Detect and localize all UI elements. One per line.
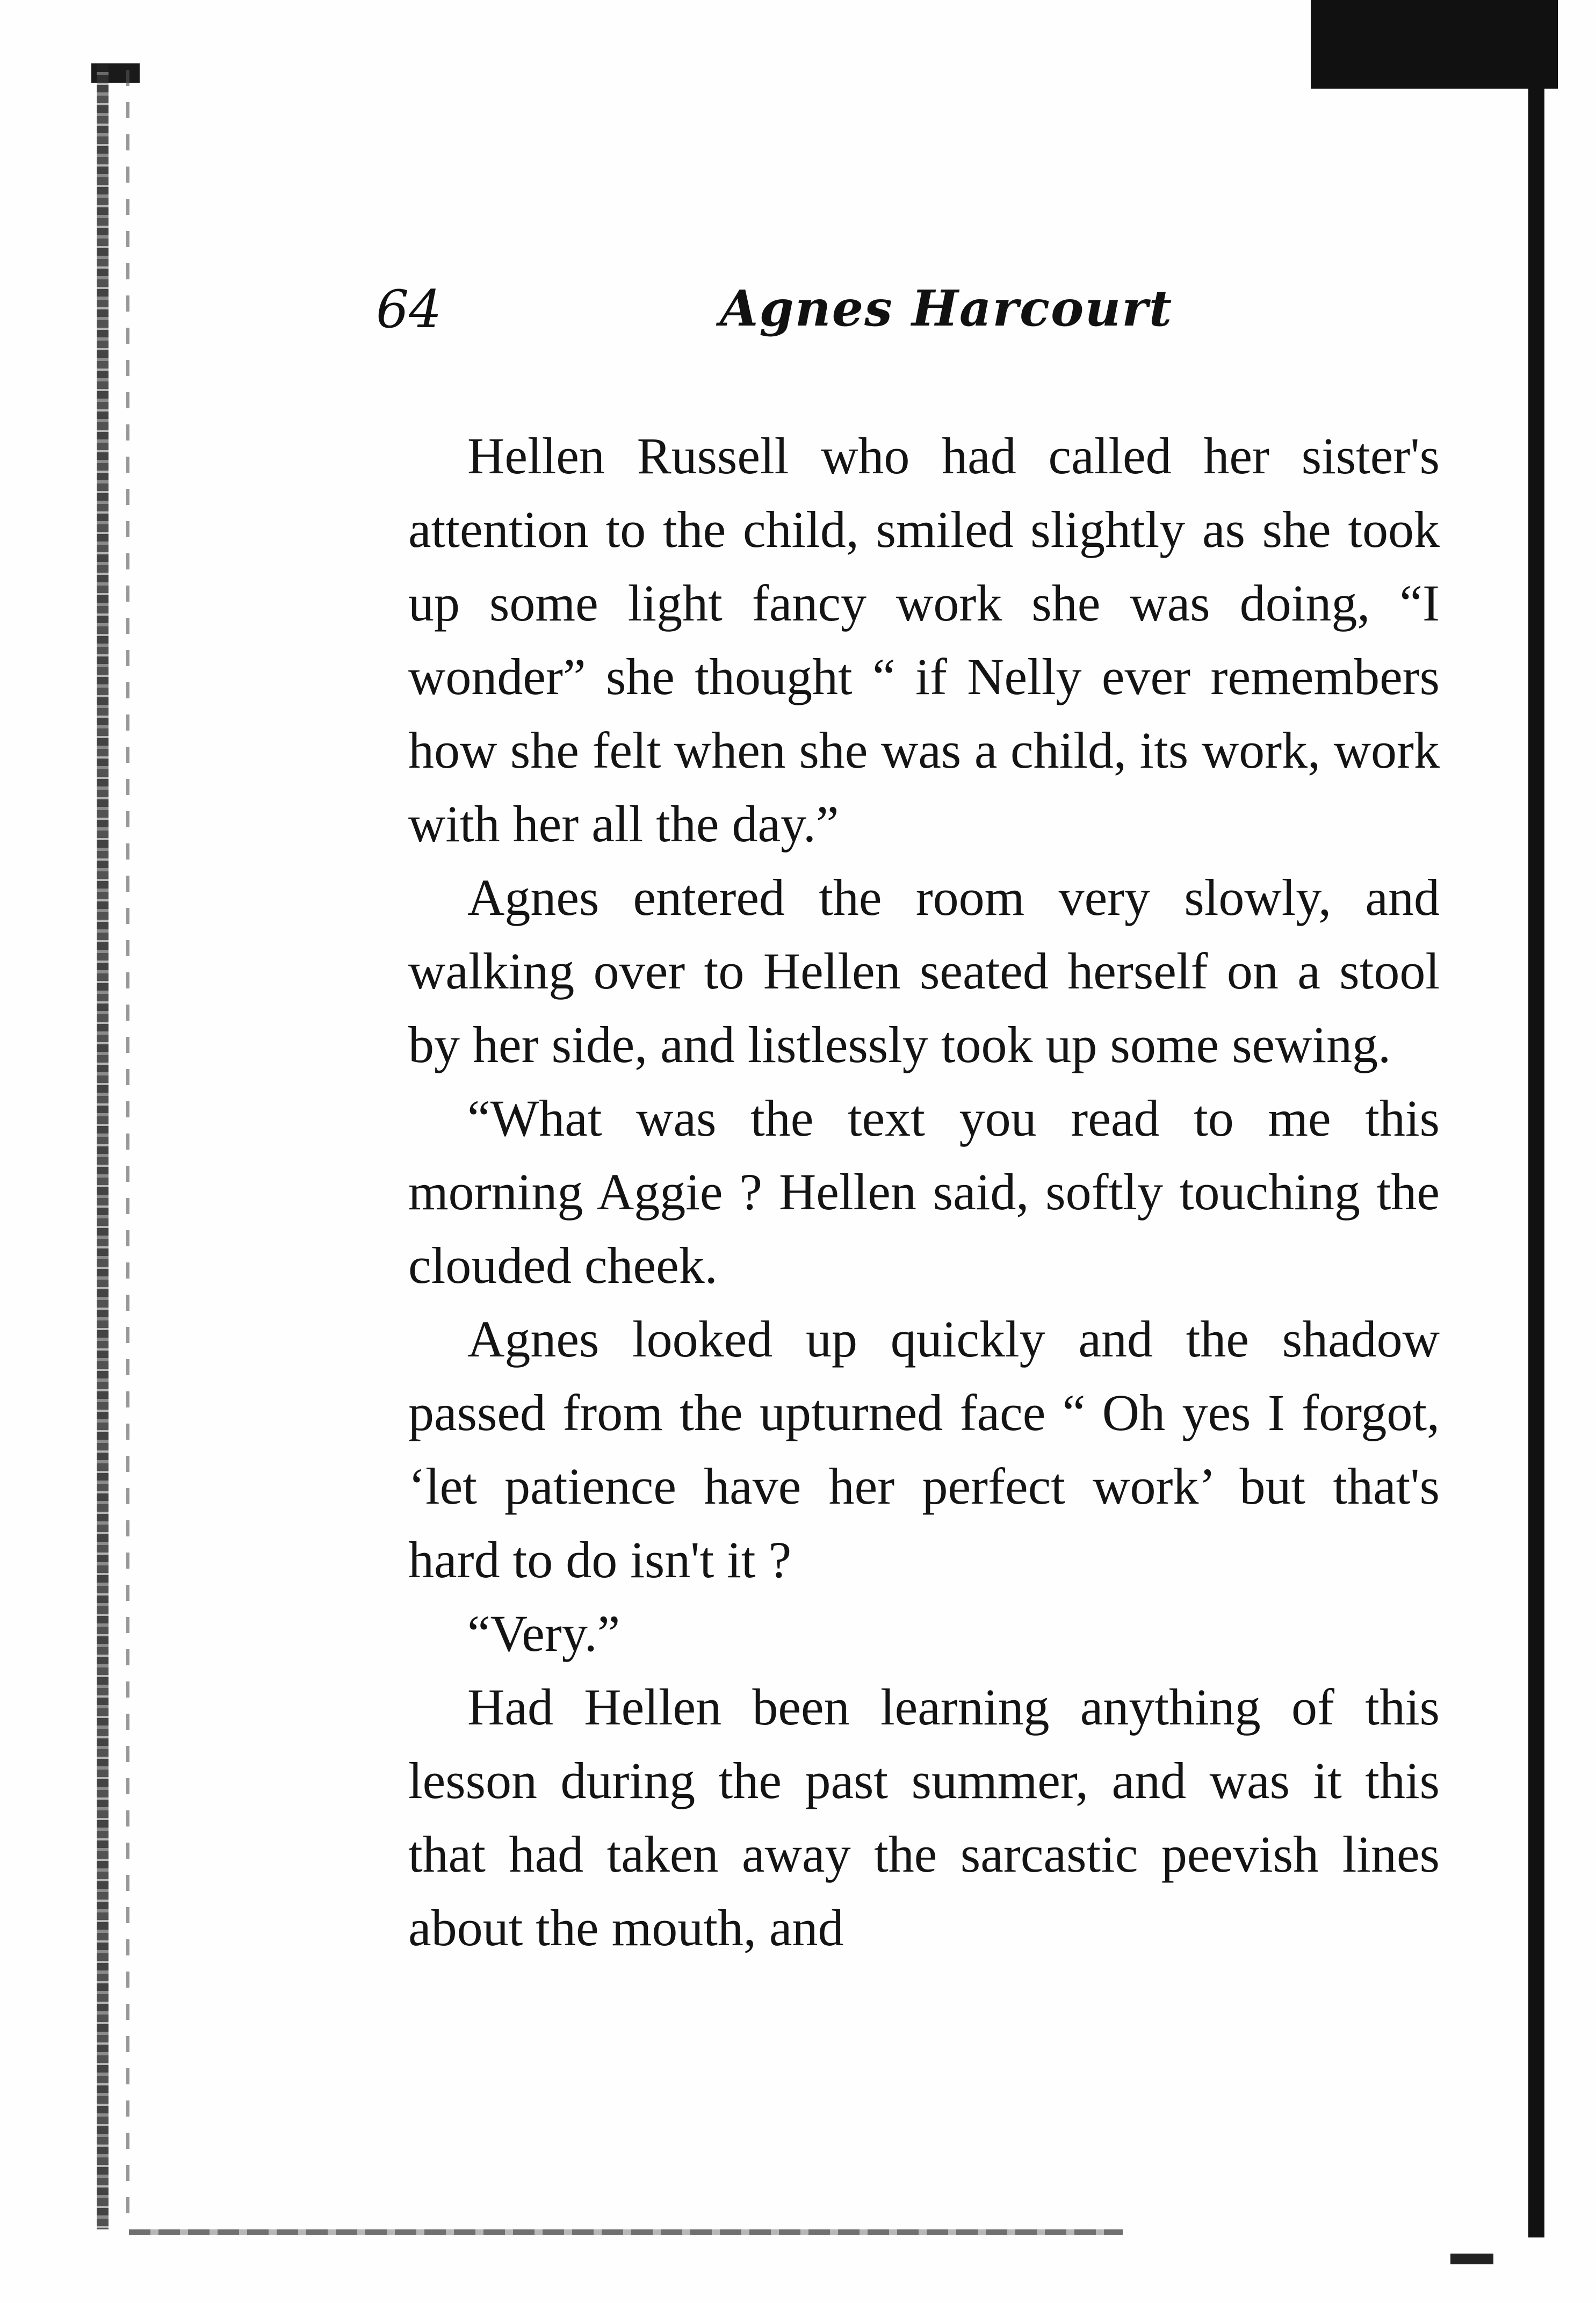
paragraph: Agnes looked up quickly and the shadow passed from the upturned face “ Oh yes I forgot, ‘let patience have her perfect work’ but that's hard to do isn't it ? xyxy=(408,1310,1440,1589)
running-title: Agnes Harcourt xyxy=(720,279,1173,337)
paragraph: “Very.” xyxy=(467,1605,620,1662)
scan-edge-line xyxy=(126,70,129,2219)
body-text xyxy=(408,419,1440,1965)
scan-edge-right xyxy=(1528,89,1544,2237)
paragraph: “What was the text you read to me this morning Aggie ? Hellen said, softly touching the clouded cheek. xyxy=(408,1089,1440,1294)
page-number: 64 xyxy=(376,279,442,340)
scan-edge-block xyxy=(1311,0,1558,89)
scan-edge-mark xyxy=(1450,2254,1493,2264)
running-head xyxy=(376,279,1450,344)
paragraph: Hellen Russell who had called her sister's attention to the child, smiled slightly as she took up some light fancy work she was doing, “I wonder” she thought “ if Nelly ever remembers how she felt when she was a child, its work, work with her all the day.” xyxy=(408,427,1440,853)
paragraph: Had Hellen been learning anything of this lesson during the past summer, and was it this that had taken away the sarcastic peevish lines about the mouth, and xyxy=(408,1678,1440,1957)
paragraph: Agnes entered the room very slowly, and walking over to Hellen seated herself on a stool by her side, and listlessly took up some sewing. xyxy=(408,869,1440,1073)
scan-edge-bottom xyxy=(129,2229,1123,2235)
scan-edge-left xyxy=(97,64,109,2229)
